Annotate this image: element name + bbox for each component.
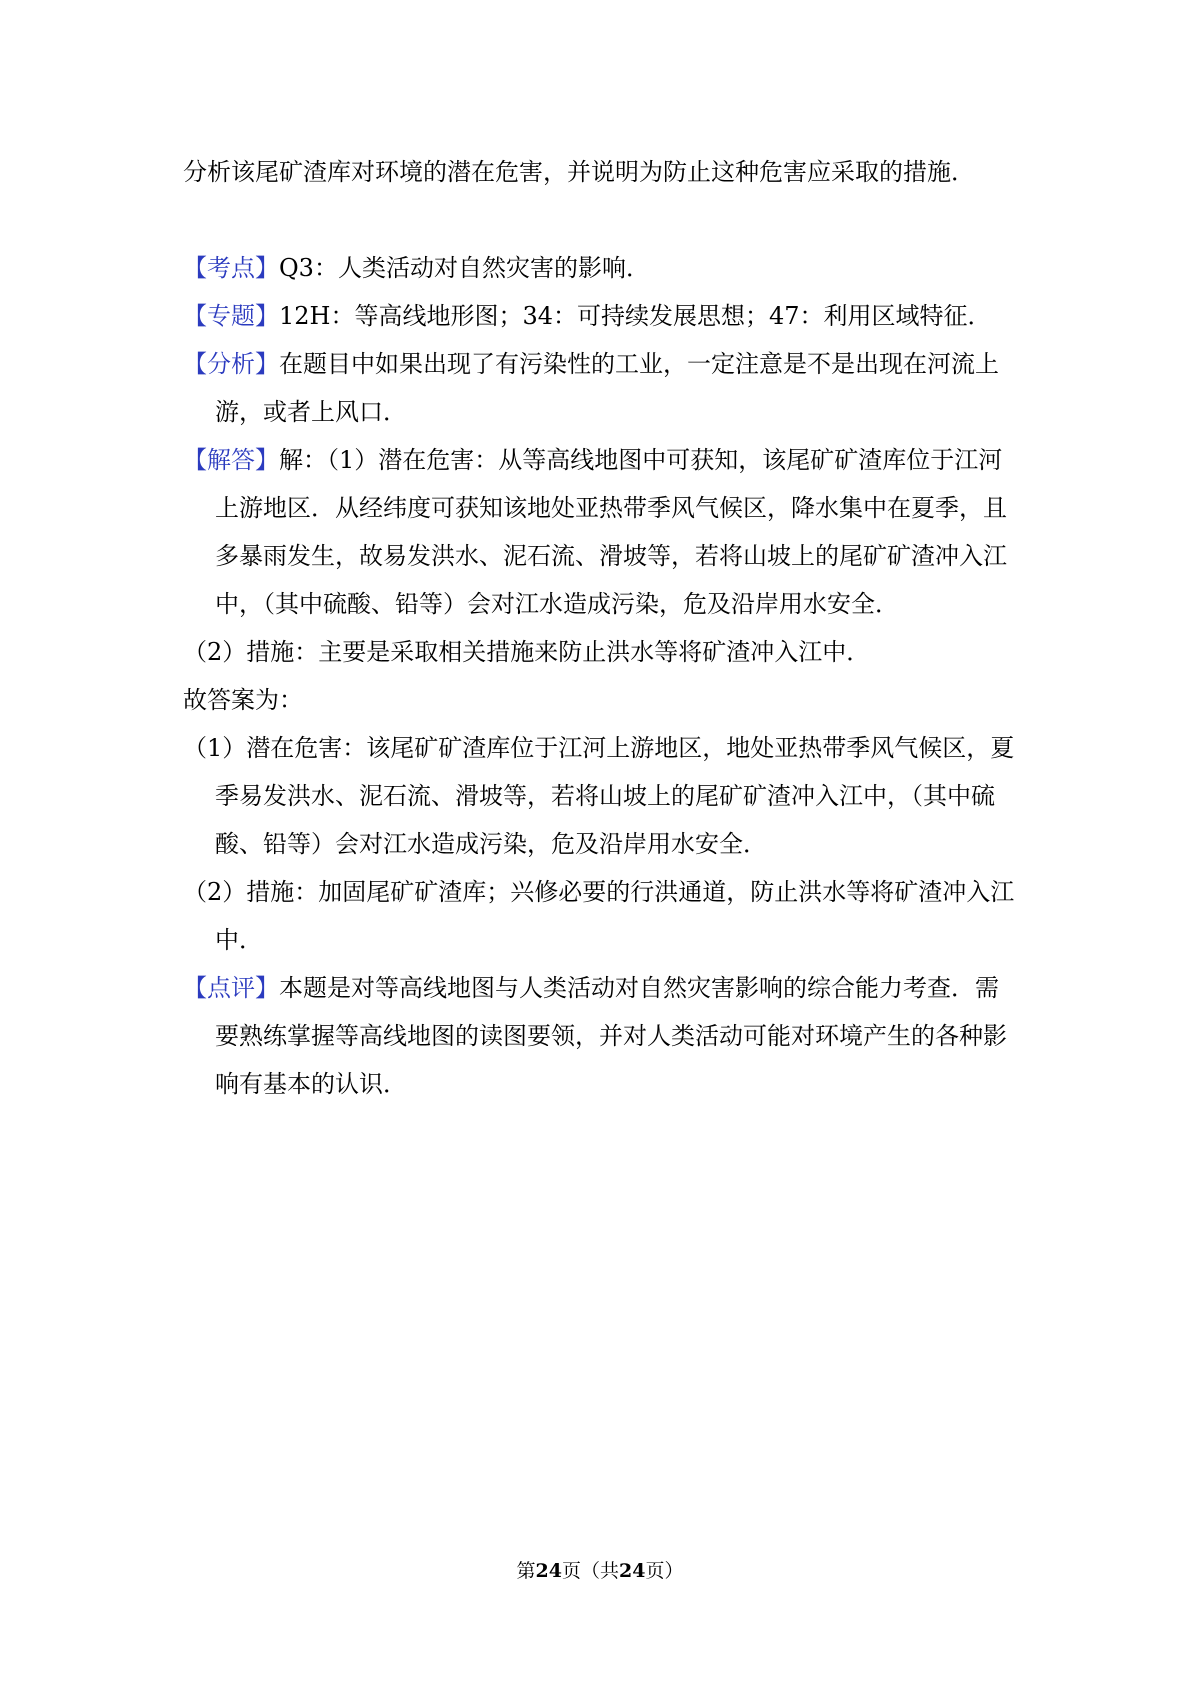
kaodian-tag: 【考点】 — [183, 254, 279, 282]
answer-p1-line-2: 季易发洪水、泥石流、滑坡等，若将山坡上的尾矿矿渣冲入江中，（其中硫 — [215, 782, 995, 810]
fenxi-tag: 【分析】 — [183, 350, 279, 378]
jieda-line-1: 解：（1）潜在危害：从等高线地图中可获知，该尾矿矿渣库位于江河 — [279, 446, 1003, 474]
footer-total-pages: 24 — [619, 1560, 646, 1582]
footer-prefix: 第 — [516, 1560, 536, 1582]
dianping-line-3: 响有基本的认识． — [215, 1070, 407, 1098]
jieda-line-3: 多暴雨发生，故易发洪水、泥石流、滑坡等，若将山坡上的尾矿矿渣冲入江 — [215, 542, 1007, 570]
section-dianping — [183, 964, 1033, 1108]
zhuanti-tag: 【专题】 — [183, 302, 279, 330]
answer-title: 故答案为： — [183, 686, 303, 714]
section-jieda — [183, 436, 1033, 676]
question-intro: 分析该尾矿渣库对环境的潜在危害，并说明为防止这种危害应采取的措施． — [183, 158, 975, 186]
jieda-line-2: 上游地区．从经纬度可获知该地处亚热带季风气候区，降水集中在夏季，且 — [215, 494, 1007, 522]
section-answer — [183, 676, 1033, 964]
document-content — [183, 148, 1033, 1108]
jieda-line-4: 中，（其中硫酸、铅等）会对江水造成污染，危及沿岸用水安全． — [215, 590, 899, 618]
footer-suffix: 页） — [645, 1560, 684, 1582]
page-footer — [0, 1556, 1200, 1586]
answer-p2-line-2: 中． — [215, 926, 263, 954]
fenxi-line-1: 在题目中如果出现了有污染性的工业，一定注意是不是出现在河流上 — [279, 350, 999, 378]
zhuanti-text: 12H：等高线地形图；34：可持续发展思想；47：利用区域特征． — [279, 302, 992, 330]
dianping-line-2: 要熟练掌握等高线地图的读图要领，并对人类活动可能对环境产生的各种影 — [215, 1022, 1007, 1050]
footer-middle: 页（共 — [561, 1560, 619, 1582]
jieda-line-5: （2）措施：主要是采取相关措施来防止洪水等将矿渣冲入江中． — [183, 638, 871, 666]
section-fenxi — [183, 340, 1033, 436]
fenxi-line-2: 游，或者上风口． — [215, 398, 407, 426]
section-zhuanti — [183, 292, 1033, 340]
dianping-tag: 【点评】 — [183, 974, 279, 1002]
footer-page-number: 24 — [535, 1560, 562, 1582]
answer-p1-line-3: 酸、铅等）会对江水造成污染，危及沿岸用水安全． — [215, 830, 767, 858]
answer-p1-line-1: （1）潜在危害：该尾矿矿渣库位于江河上游地区，地处亚热带季风气候区，夏 — [183, 734, 1015, 762]
section-kaodian — [183, 244, 1033, 292]
kaodian-text: Q3：人类活动对自然灾害的影响． — [279, 254, 650, 282]
answer-p2-line-1: （2）措施：加固尾矿矿渣库；兴修必要的行洪通道，防止洪水等将矿渣冲入江 — [183, 878, 1015, 906]
jieda-tag: 【解答】 — [183, 446, 279, 474]
dianping-line-1: 本题是对等高线地图与人类活动对自然灾害影响的综合能力考查．需 — [279, 974, 999, 1002]
